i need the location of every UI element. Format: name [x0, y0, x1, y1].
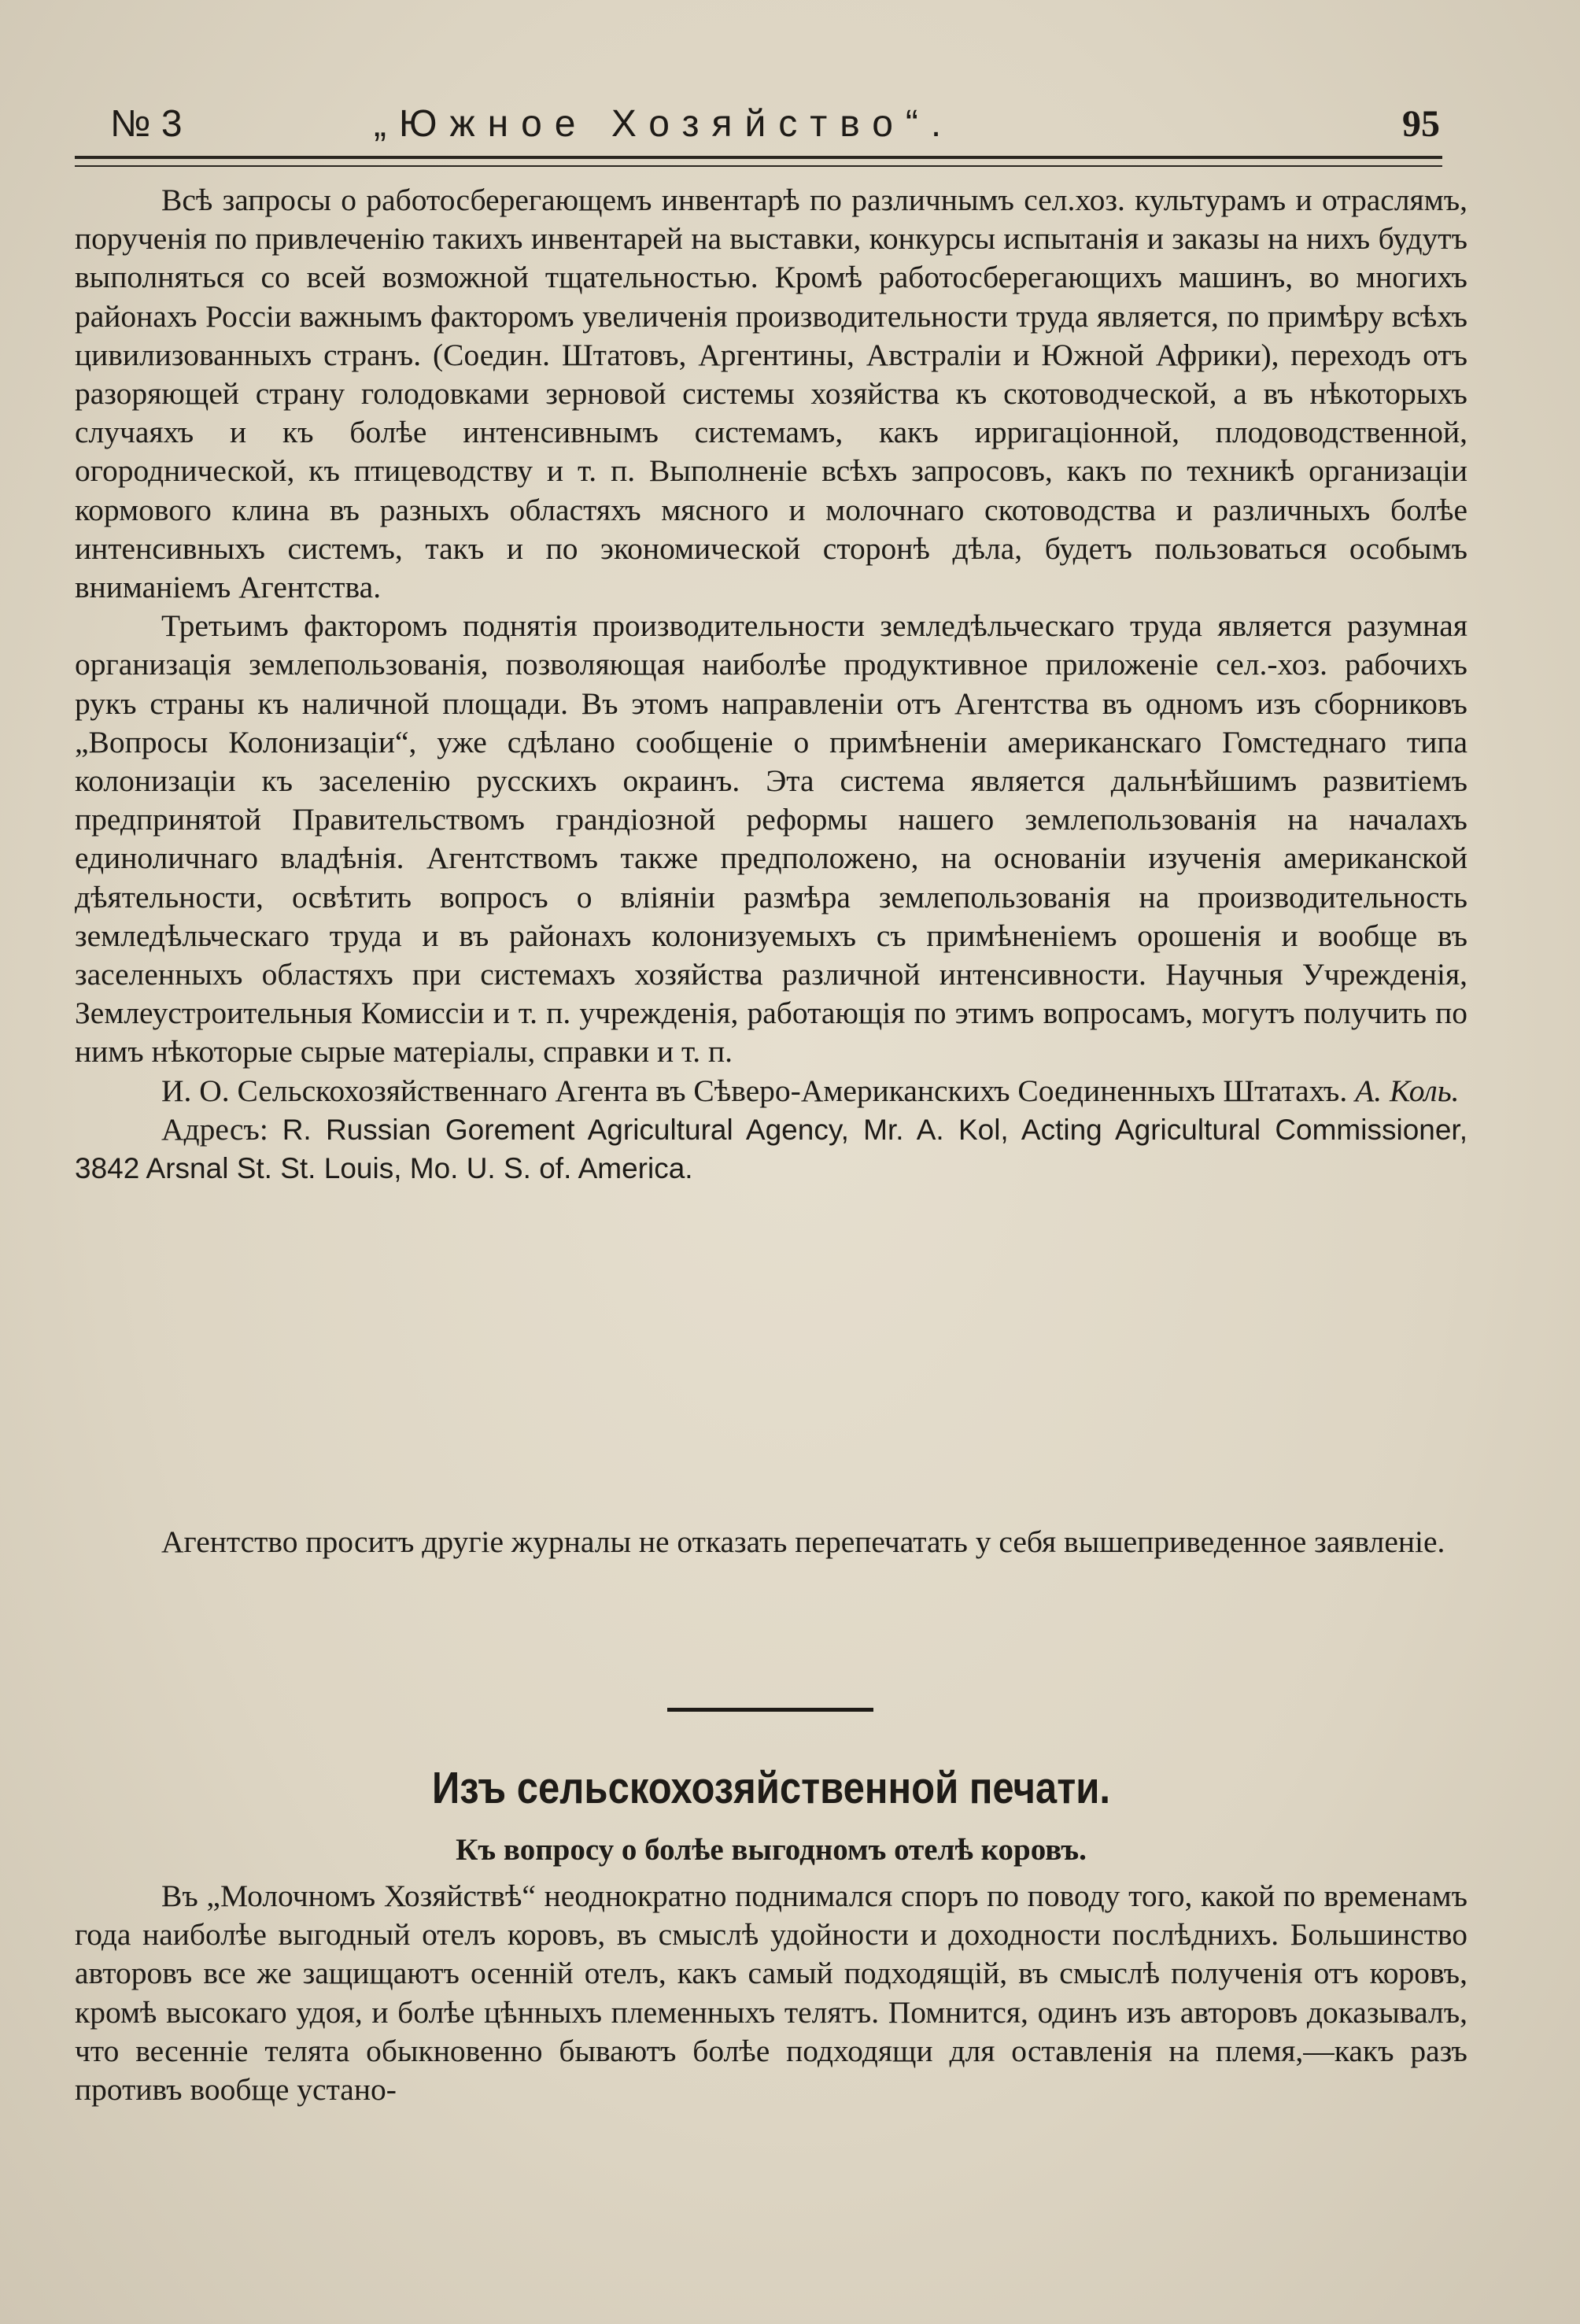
announcement-paragraph-1: Всѣ запросы о работосберегающемъ инвентарѣ по различнымъ сел.хоз. культурамъ и отраслямъ, порученія по привлеченію такихъ инвентарей на выставки, конкурсы испытанія и заказы на нихъ будутъ выполняться со всей возможной тщательностью. Кромѣ работосберегающихъ машинъ, во многихъ районахъ Россіи важнымъ факторомъ увеличенія производительности труда является, по примѣру всѣхъ цивилизованныхъ странъ. (Соедин. Штатовъ, Аргентины, Австраліи и Южной Африки), переходъ отъ разоряющей страну голодовками зерновой системы хозяйства къ скотоводческой, а въ нѣкоторыхъ случаяхъ и къ болѣе интенсивнымъ системамъ, какъ ирригаціонной, плодоводственной, огороднической, къ птицеводству и т. п. Выполненіе всѣхъ запросовъ, какъ по техникѣ организаціи кормового клина въ разныхъ областяхъ мясного и молочнаго скотоводства и различныхъ болѣе интенсивныхъ системъ, такъ и по экономической сторонѣ дѣла, будетъ пользоваться особымъ вниманіемъ Агентства.	[75, 183, 1467, 605]
section-divider	[667, 1708, 873, 1712]
header-rule-thin	[75, 165, 1442, 167]
issue-number: № 3	[110, 103, 183, 145]
journal-title: „Южное Хозяйство“.	[374, 103, 954, 145]
address-paragraph	[75, 1110, 1467, 1188]
address-text: R. Russian Gorement Agricultural Agency, Mr. A. Kol, Acting Agricultural Commissioner, 3842 Arsnal St. St. Louis, Mo. U. S. of. America.	[75, 1113, 1467, 1185]
header-rule-thick	[75, 156, 1442, 159]
announcement-body	[75, 181, 1467, 1188]
closing-paragraph: Агентство проситъ другіе журналы не отказать перепечатать у себя вышеприведенное заявленіе.	[161, 1524, 1445, 1559]
article-body	[75, 1877, 1467, 2109]
address-label: Адресъ:	[161, 1111, 268, 1147]
page-number: 95	[1402, 103, 1440, 145]
closing-body	[75, 1523, 1467, 1561]
page-header	[110, 101, 1440, 148]
announcement-paragraph-2: Третьимъ факторомъ поднятія производительности земледѣльческаго труда является разумная организація землепользованія, позволяющая наиболѣе продуктивное приложеніе сел.-хоз. рабочихъ рукъ страны къ наличной площади. Въ этомъ направленіи отъ Агентства въ одномъ изъ сборниковъ „Вопросы Колонизаціи“, уже сдѣлано сообщеніе о примѣненіи американскаго Гомстеднаго типа колонизаціи къ заселенію русскихъ окраинъ. Эта система является дальнѣйшимъ развитіемъ предпринятой Правительствомъ грандіозной реформы нашего землепользованія на началахъ единоличнаго владѣнія. Агентствомъ также предположено, на основаніи изученія американской дѣятельности, освѣтить вопросъ о вліяніи размѣра землепользованія на производительность земледѣльческаго труда и въ районахъ колонизуемыхъ съ примѣненіемъ орошенія и вообще въ заселенныхъ областяхъ при системахъ хозяйства различной интенсивности. Научныя Учрежденія, Землеустроительныя Комиссіи и т. п. учрежденія, работающія по этимъ вопросамъ, могутъ получить по нимъ нѣкоторые сырые матеріалы, справки и т. п.	[75, 608, 1467, 1070]
article-paragraph: Въ „Молочномъ Хозяйствѣ“ неоднократно поднимался споръ по поводу того, какой по временамъ года наиболѣе выгодный отелъ коровъ, въ смыслѣ удойности и доходности послѣднихъ. Большинство авторовъ все же защищаютъ осенній отелъ, какъ самый подходящій, въ смыслѣ полученія отъ коровъ, кромѣ высокаго удоя, и болѣе цѣнныхъ племенныхъ телятъ. Помнится, одинъ изъ авторовъ доказывалъ, что весенніе телята обыкновенно бываютъ болѣе подходящи для оставленія на племя,—какъ разъ противъ вообще устано-	[75, 1879, 1467, 2108]
signature-name: А. Коль.	[1355, 1073, 1460, 1108]
article-title: Къ вопросу о болѣе выгодномъ отелѣ коровъ.	[456, 1833, 1087, 1867]
signature-text: И. О. Сельскохозяйственнаго Агента въ Сѣверо-Американскихъ Соединенныхъ Штатахъ.	[161, 1073, 1348, 1108]
section-title: Изъ сельскохозяйственной печати.	[432, 1763, 1110, 1813]
signature-paragraph	[75, 1072, 1467, 1110]
